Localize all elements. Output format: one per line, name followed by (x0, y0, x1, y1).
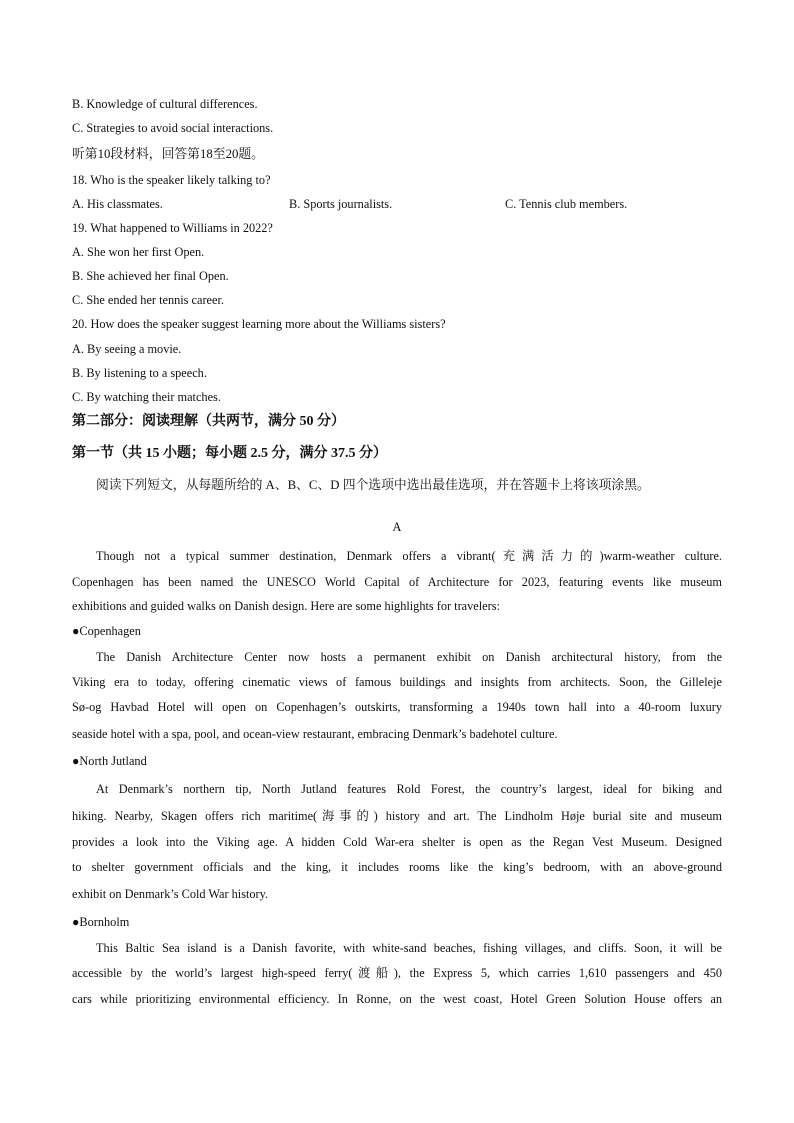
section-heading-copenhagen: ●Copenhagen (72, 624, 141, 638)
intro-line: exhibitions and guided walks on Danish design. Here are some highlights for travelers: (72, 599, 500, 613)
bornholm-line: This Baltic Sea island is a Danish favorite, with white-sand beaches, fishing villages, and cliffs. Soon, it will be (96, 941, 722, 955)
q17-option-c: C. Strategies to avoid social interactions. (72, 121, 274, 135)
q18-option-a: A. His classmates. (72, 197, 163, 211)
north-jutland-line: At Denmark’s northern tip, North Jutland features Rold Forest, the country’s largest, ideal for biking and (96, 782, 722, 796)
q20-option-a: A. By seeing a movie. (72, 342, 182, 356)
q19-option-b: B. She achieved her final Open. (72, 269, 229, 283)
copenhagen-line: Viking era to today, offering cinematic views of famous buildings and insights from architects. Soon, the Gilleleje (72, 675, 722, 689)
q20-option-b: B. By listening to a speech. (72, 366, 207, 380)
reading-instruction: 阅读下列短文，从每题所给的 A、B、C、D 四个选项中选出最佳选项，并在答题卡上将该项涂黑。 (96, 478, 650, 492)
q18-option-c: C. Tennis club members. (505, 197, 628, 211)
intro-line: Though not a typical summer destination, Denmark offers a vibrant(充满活力的)warm-weather culture. (96, 549, 722, 563)
q19-option-c: C. She ended her tennis career. (72, 293, 224, 307)
intro-line: Copenhagen has been named the UNESCO World Capital of Architecture for 2023, featuring events like museum (72, 575, 722, 589)
section-heading-north-jutland: ●North Jutland (72, 754, 147, 768)
copenhagen-line: The Danish Architecture Center now hosts a permanent exhibit on Danish architectural history, from the (96, 650, 722, 664)
q20-option-c: C. By watching their matches. (72, 390, 221, 404)
section-heading-bornholm: ●Bornholm (72, 915, 130, 929)
copenhagen-line: seaside hotel with a spa, pool, and ocean-view restaurant, embracing Denmark’s badehotel culture. (72, 727, 558, 741)
q18-option-b: B. Sports journalists. (289, 197, 393, 211)
q19-question: 19. What happened to Williams in 2022? (72, 221, 273, 235)
north-jutland-line: to shelter government officials and the king, it includes rooms like the king’s bedroom, with an above-ground (72, 860, 722, 874)
q19-option-a: A. She won her first Open. (72, 245, 205, 259)
section-title: 第一节（共 15 小题；每小题 2.5 分，满分 37.5 分） (72, 446, 387, 461)
passage-label: A (392, 520, 402, 534)
q18-question: 18. Who is the speaker likely talking to? (72, 173, 271, 187)
bornholm-line: cars while prioritizing environmental efficiency. In Ronne, on the west coast, Hotel Green Solution House offers an (72, 992, 722, 1006)
listening-instruction: 听第10段材料，回答第18至20题。 (72, 147, 264, 161)
copenhagen-line: Sø-og Havbad Hotel will open on Copenhagen’s outskirts, transforming a 1940s town hall into a 40-room luxury (72, 700, 722, 714)
north-jutland-line: hiking. Nearby, Skagen offers rich maritime(海事的) history and art. The Lindholm Høje burial site and museum (72, 809, 722, 823)
part-title: 第二部分：阅读理解（共两节，满分 50 分） (72, 414, 345, 429)
q17-option-b: B. Knowledge of cultural differences. (72, 97, 258, 111)
north-jutland-line: provides a look into the Viking age. A hidden Cold War-era shelter is open as the Regan Vest Museum. Designed (72, 835, 722, 849)
north-jutland-line: exhibit on Denmark’s Cold War history. (72, 887, 269, 901)
bornholm-line: accessible by the world’s largest high-speed ferry(渡船), the Express 5, which carries 1,610 passengers and 450 (72, 966, 722, 980)
q20-question: 20. How does the speaker suggest learning more about the Williams sisters? (72, 317, 446, 331)
